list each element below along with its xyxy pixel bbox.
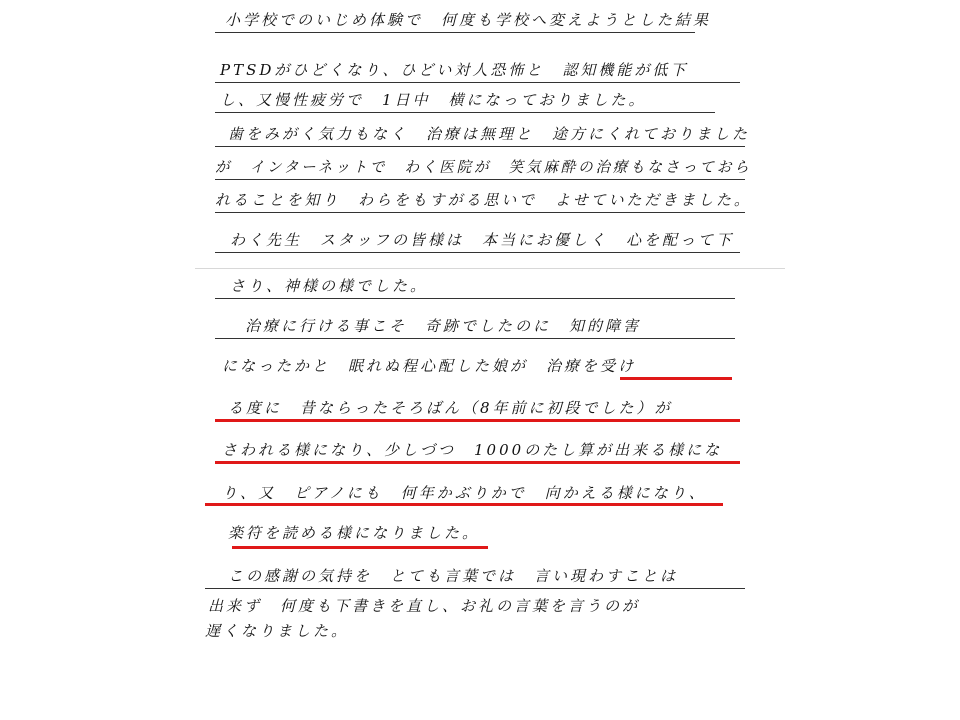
- ruled-line: [215, 338, 735, 339]
- letter-line-7: わく先生 スタッフの皆様は 本当にお優しく 心を配って下: [230, 231, 735, 249]
- red-underline: [620, 377, 732, 380]
- ruled-line: [215, 298, 735, 299]
- ruled-line: [215, 82, 740, 83]
- red-underline: [232, 546, 488, 549]
- letter-line-14: 楽符を読める様になりました。: [228, 524, 481, 542]
- red-underline: [215, 461, 740, 464]
- letter-line-12: さわれる様になり、少しづつ 1000のたし算が出来る様にな: [222, 441, 723, 459]
- letter-line-5: が インターネットで わく医院が 笑気麻酔の治療もなさっておら: [215, 158, 752, 176]
- ruled-line: [215, 212, 745, 213]
- red-underline: [215, 419, 740, 422]
- ruled-line: [215, 146, 745, 147]
- ruled-line: [215, 179, 745, 180]
- letter-line-8: さり、神様の様でした。: [230, 277, 429, 295]
- red-underline: [205, 503, 723, 506]
- ruled-line: [205, 588, 745, 589]
- letter-line-2: PTSDがひどくなり、ひどい対人恐怖と 認知機能が低下: [220, 61, 689, 79]
- letter-line-6: れることを知り わらをもすがる思いで よせていただきました。: [215, 191, 752, 209]
- letter-line-1: 小学校でのいじめ体験で 何度も学校へ変えようとした結果: [225, 11, 712, 29]
- ruled-line: [215, 112, 715, 113]
- letter-line-11: る度に 昔ならったそろばん（8年前に初段でした）が: [228, 399, 673, 417]
- letter-line-16: 出来ず 何度も下書きを直し、お礼の言葉を言うのが: [208, 597, 641, 615]
- letter-line-3: し、又慢性疲労で 1日中 横になっておりました。: [220, 91, 647, 109]
- letter-line-10: になったかと 眠れぬ程心配した娘が 治療を受け: [222, 357, 637, 375]
- ruled-line: [215, 252, 740, 253]
- letter-line-13: り、又 ピアノにも 何年かぶりかで 向かえる様になり、: [222, 484, 707, 502]
- ruled-line: [215, 32, 695, 33]
- letter-line-17: 遅くなりました。: [205, 622, 350, 640]
- letter-line-4: 歯をみがく気力もなく 治療は無理と 途方にくれておりました: [228, 125, 751, 143]
- letter-line-15: この感謝の気持を とても言葉では 言い現わすことは: [228, 567, 679, 585]
- letter-line-9: 治療に行ける事こそ 奇跡でしたのに 知的障害: [245, 317, 642, 335]
- page-fold-line: [195, 268, 785, 269]
